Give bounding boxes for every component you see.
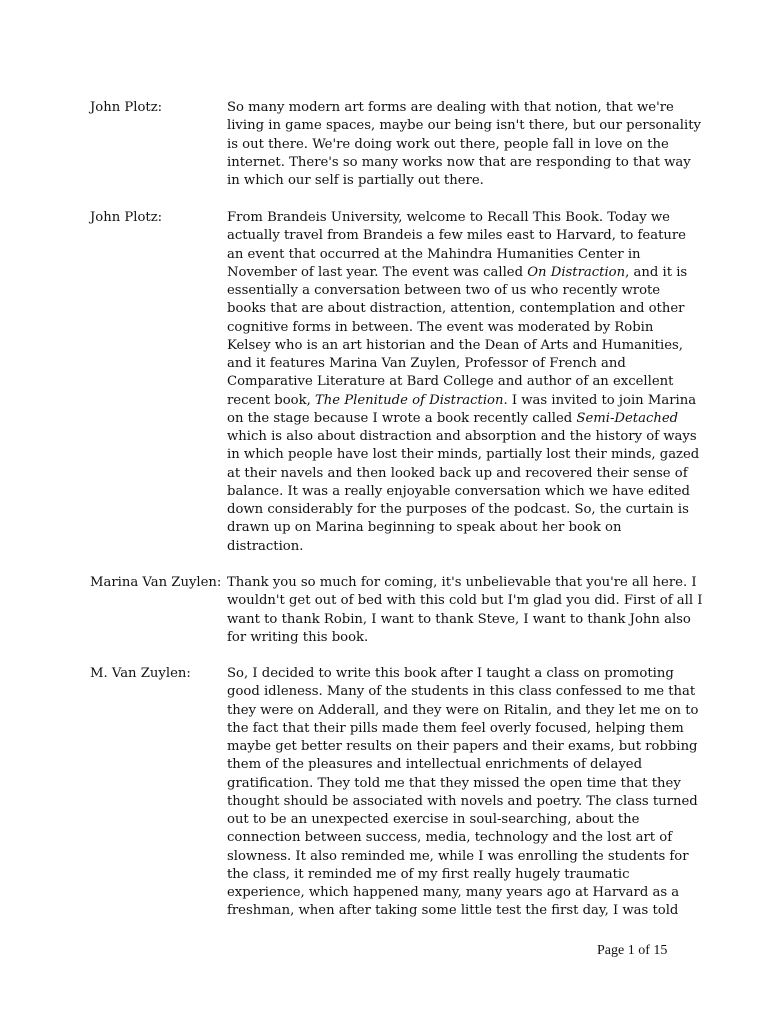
text-segment: actually travel from Brandeis a few miles east to Harvard, to feature <box>227 228 686 244</box>
text-line <box>227 99 687 117</box>
speaker-name: M. Van Zuylen: <box>90 666 191 681</box>
italic-title: On Distraction <box>527 264 626 280</box>
text-line <box>227 683 696 701</box>
text-line <box>227 756 687 774</box>
text-line <box>227 172 687 190</box>
text-line <box>227 501 687 519</box>
text-line <box>227 574 697 592</box>
text-segment: gratification. They told me that they missed the open time that they <box>227 775 681 791</box>
text-line <box>227 428 697 446</box>
text-segment: Thank you so much for coming, it's unbelievable that you're all here. I <box>227 575 697 590</box>
text-line <box>227 246 687 264</box>
text-line <box>227 720 687 738</box>
text-line <box>227 465 687 483</box>
text-segment: books that are about distraction, attention, contemplation and other <box>227 301 685 317</box>
text-line <box>227 337 687 355</box>
text-segment: maybe get better results on their papers and their exams, but robbing <box>227 739 698 754</box>
text-segment: slowness. It also reminded me, while I was enrolling the students for <box>227 848 689 864</box>
italic-title: Semi-Detached <box>576 410 679 426</box>
text-segment: November of last year. The event was called <box>227 264 528 280</box>
speech-text <box>227 574 703 647</box>
text-segment: in which people have lost their minds, partially lost their minds, gazed <box>227 447 700 463</box>
text-segment: the class, it reminded me of my first really hugely traumatic <box>227 866 630 882</box>
text-segment: Kelsey who is an art historian and the Dean of Arts and Humanities, <box>227 337 683 353</box>
text-line <box>227 154 691 172</box>
text-segment: for writing this book. <box>227 629 369 645</box>
text-line <box>227 702 699 720</box>
text-segment: connection between success, media, technology and the lost art of <box>227 830 673 846</box>
speech-text <box>227 665 699 921</box>
text-segment: wouldn't get out of bed with this cold but I'm glad you did. First of all I <box>227 593 703 609</box>
text-segment: they were on Adderall, and they were on Ritalin, and they let me on to <box>227 702 699 718</box>
text-segment: on the stage because I wrote a book recently called <box>227 410 577 426</box>
text-segment: , and it is <box>625 264 688 280</box>
text-segment: and it features Marina Van Zuylen, Professor of French and <box>227 356 626 371</box>
text-line <box>227 209 687 227</box>
text-line <box>227 446 700 464</box>
text-segment: an event that occurred at the Mahindra Humanities Center in <box>227 246 641 262</box>
text-line <box>227 775 687 793</box>
text-segment: out to be an unexpected exercise in soul-searching, about the <box>227 812 640 827</box>
text-segment: . I was invited to join Marina <box>503 392 697 408</box>
text-line <box>227 300 687 318</box>
text-segment: essentially a conversation between two of us who recently wrote <box>227 283 661 298</box>
text-line <box>227 264 687 282</box>
text-line <box>227 629 687 647</box>
text-segment: distraction. <box>227 538 304 554</box>
speaker-name: John Plotz: <box>90 210 163 225</box>
speech-text <box>227 209 700 556</box>
text-segment: So many modern art forms are dealing with that notion, that we're <box>227 100 674 115</box>
speech-text <box>227 99 701 190</box>
text-segment: down considerably for the purposes of the podcast. So, the curtain is <box>227 502 689 517</box>
text-line <box>227 410 687 428</box>
text-line <box>227 611 691 629</box>
speaker-name: Marina Van Zuylen: <box>90 575 222 590</box>
text-segment: in which our self is partially out there. <box>227 173 484 188</box>
text-segment: the fact that their pills made them feel overly focused, helping them <box>227 720 684 736</box>
text-segment: recent book, <box>227 392 315 408</box>
text-line <box>227 355 687 373</box>
text-segment: living in game spaces, maybe our being isn't there, but our personality <box>227 118 701 134</box>
text-segment: experience, which happened many, many years ago at Harvard as a <box>227 885 680 900</box>
page-number: Page 1 of 15 <box>597 943 668 958</box>
text-line <box>227 373 687 391</box>
text-line <box>227 538 687 556</box>
text-line <box>227 136 687 154</box>
text-line <box>227 866 687 884</box>
text-segment: internet. There's so many works now that are responding to that way <box>227 154 691 170</box>
text-segment: thought should be associated with novels and poetry. The class turned <box>227 793 698 809</box>
text-segment: good idleness. Many of the students in this class confessed to me that <box>227 684 696 700</box>
text-segment: them of the pleasures and intellectual enrichments of delayed <box>227 757 643 773</box>
text-segment: which is also about distraction and absorption and the history of ways <box>227 429 697 444</box>
text-segment: balance. It was a really enjoyable conversation which we have edited <box>227 483 690 499</box>
text-segment: drawn up on Marina beginning to speak about her book on <box>227 520 622 536</box>
text-segment: cognitive forms in between. The event was moderated by Robin <box>227 319 654 335</box>
text-line <box>227 282 687 300</box>
text-line <box>227 392 697 410</box>
text-line <box>227 483 690 501</box>
text-segment: freshman, when after taking some little test the first day, I was told <box>227 903 679 919</box>
text-line <box>227 811 687 829</box>
text-line <box>227 884 687 902</box>
text-line <box>227 117 701 135</box>
text-line <box>227 848 687 866</box>
text-line <box>227 829 687 847</box>
text-line <box>227 227 687 245</box>
text-line <box>227 592 703 610</box>
text-segment: at their navels and then looked back up and recovered their sense of <box>227 465 688 481</box>
text-line <box>227 319 687 337</box>
text-line <box>227 793 698 811</box>
text-segment: From Brandeis University, welcome to Recall This Book. Today we <box>227 210 670 225</box>
italic-title: The Plenitude of Distraction <box>314 392 504 408</box>
text-line <box>227 738 698 756</box>
text-segment: So, I decided to write this book after I taught a class on promoting <box>227 666 674 681</box>
speaker-name: John Plotz: <box>90 100 163 115</box>
text-segment: is out there. We're doing work out there, people fall in love on the <box>227 136 669 152</box>
text-segment: Comparative Literature at Bard College and author of an excellent <box>227 374 674 390</box>
text-line <box>227 519 687 537</box>
text-segment: want to thank Robin, I want to thank Steve, I want to thank John also <box>227 611 691 627</box>
text-line <box>227 902 687 920</box>
text-line <box>227 665 687 683</box>
